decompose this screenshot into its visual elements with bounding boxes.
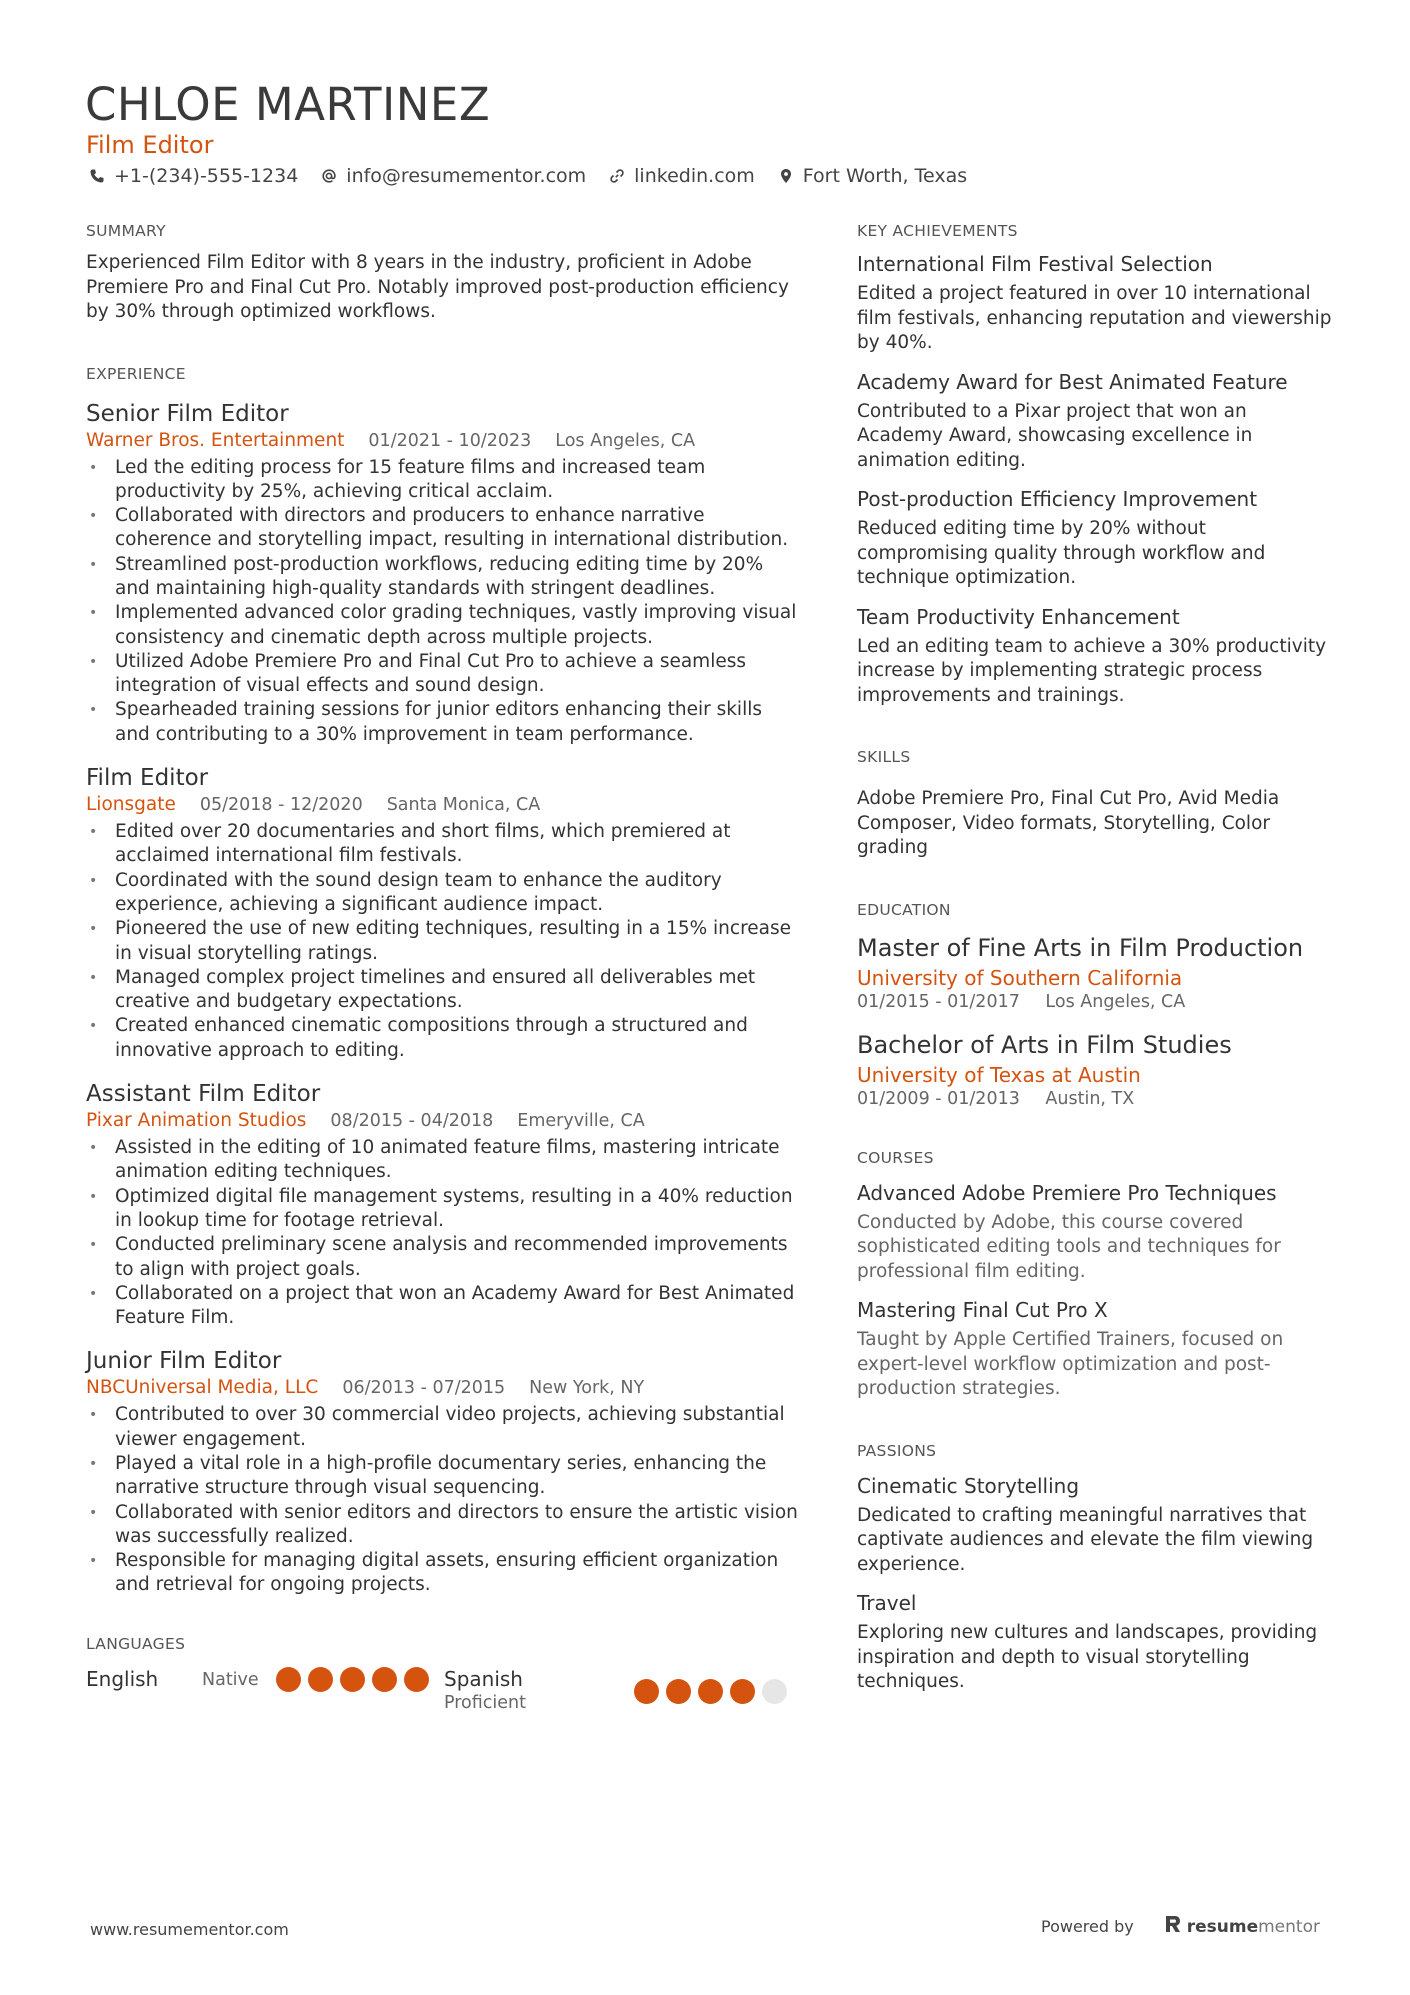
course-title: Advanced Adobe Premiere Pro Techniques bbox=[857, 1180, 1277, 1205]
candidate-name: CHLOE MARTINEZ bbox=[85, 78, 491, 131]
rating-dot-filled bbox=[666, 1679, 691, 1704]
achievement-desc: Edited a project featured in over 10 international film festivals, enhancing reputation and viewership by 40%. bbox=[857, 283, 1332, 353]
passion-item bbox=[857, 1473, 1337, 1578]
job-title: Senior Film Editor bbox=[86, 400, 289, 427]
education-location: Los Angeles, CA bbox=[1045, 991, 1186, 1012]
achievement-desc: Contributed to a Pixar project that won an Academy Award, showcasing excellence in animation editing. bbox=[857, 400, 1253, 471]
contact-location bbox=[775, 165, 967, 187]
rating-dot-filled bbox=[372, 1667, 397, 1692]
achievements-heading: KEY ACHIEVEMENTS bbox=[857, 222, 1018, 240]
language-level-wrap bbox=[202, 1667, 276, 1690]
course-item bbox=[857, 1180, 1337, 1285]
rating-dot-filled bbox=[634, 1679, 659, 1704]
job-title: Film Editor bbox=[86, 765, 209, 792]
job-bullets bbox=[86, 1136, 802, 1330]
job-dates: 05/2018 - 12/2020 bbox=[199, 795, 363, 816]
passion-desc: Dedicated to crafting meaningful narratives that captivate audiences and elevate the film viewing experience. bbox=[857, 1504, 1314, 1575]
job-entry bbox=[86, 1080, 802, 1330]
language-level: Native bbox=[202, 1669, 259, 1690]
job-entry bbox=[86, 400, 802, 748]
job-dates: 01/2021 - 10/2023 bbox=[368, 430, 532, 451]
job-company: NBCUniversal Media, LLC bbox=[86, 1377, 319, 1399]
job-bullets bbox=[86, 456, 802, 748]
location-icon bbox=[775, 165, 797, 187]
list-item: • Played a vital role in a high-profile documentary series, enhancing the narrative structure through visual sequencing. bbox=[86, 1452, 802, 1501]
contact-email-text: info@resumementor.com bbox=[346, 165, 587, 187]
passion-title: Travel bbox=[857, 1591, 917, 1615]
list-item: • Assisted in the editing of 10 animated feature films, mastering intricate animation editing techniques. bbox=[86, 1136, 802, 1185]
list-item: • Coordinated with the sound design team to enhance the auditory experience, achieving a significant audience impact. bbox=[86, 869, 802, 918]
language-item bbox=[86, 1667, 444, 1713]
education-degree: Master of Fine Arts in Film Production bbox=[857, 933, 1304, 962]
courses-heading: COURSES bbox=[857, 1148, 934, 1167]
education-school: University of Texas at Austin bbox=[857, 1062, 1141, 1087]
list-item: • Contributed to over 30 commercial video projects, achieving substantial viewer engagement. bbox=[86, 1403, 802, 1452]
job-bullets bbox=[86, 1403, 802, 1597]
rating-dot-filled bbox=[730, 1679, 755, 1704]
course-desc: Conducted by Adobe, this course covered sophisticated editing tools and techniques for professional film editing. bbox=[857, 1211, 1281, 1282]
job-meta bbox=[86, 430, 802, 451]
job-title: Junior Film Editor bbox=[86, 1348, 282, 1375]
list-item: • Created enhanced cinematic compositions through a structured and innovative approach to editing. bbox=[86, 1014, 802, 1063]
passions-heading: PASSIONS bbox=[857, 1441, 937, 1460]
brand-name-light: mentor bbox=[1258, 1916, 1320, 1937]
achievement-title: Academy Award for Best Animated Feature bbox=[857, 369, 1288, 394]
job-entry bbox=[86, 764, 802, 1063]
education-item bbox=[857, 1030, 1337, 1109]
language-rating bbox=[276, 1667, 436, 1692]
brand-name-bold: resume bbox=[1186, 1916, 1259, 1937]
list-item: • Edited over 20 documentaries and short films, which premiered at acclaimed international film festivals. bbox=[86, 820, 802, 869]
course-desc: Taught by Apple Certified Trainers, focused on expert-level workflow optimization and post-production strategies. bbox=[857, 1329, 1284, 1399]
list-item: • Pioneered the use of new editing techniques, resulting in a 15% increase in visual storytelling ratings. bbox=[86, 917, 802, 966]
education-degree: Bachelor of Arts in Film Studies bbox=[857, 1030, 1232, 1059]
rating-dot-filled bbox=[276, 1667, 301, 1692]
list-item: • Collaborated with senior editors and directors to ensure the artistic vision was successfully realized. bbox=[86, 1501, 802, 1550]
passion-item bbox=[857, 1590, 1337, 1695]
powered-by-label: Powered by bbox=[1041, 1917, 1134, 1936]
job-company: Lionsgate bbox=[86, 794, 176, 816]
language-item bbox=[444, 1667, 802, 1713]
education-meta bbox=[857, 1089, 1337, 1109]
summary-heading: SUMMARY bbox=[86, 222, 166, 240]
job-location: Los Angeles, CA bbox=[555, 430, 696, 451]
job-dates: 08/2015 - 04/2018 bbox=[330, 1111, 494, 1132]
education-school: University of Southern California bbox=[857, 965, 1183, 990]
left-column bbox=[86, 222, 802, 1713]
course-item bbox=[857, 1297, 1337, 1402]
contact-phone-text: +1-(234)-555-1234 bbox=[114, 165, 299, 187]
languages-heading: LANGUAGES bbox=[86, 1634, 186, 1653]
rating-dot-filled bbox=[404, 1667, 429, 1692]
list-item: • Spearheaded training sessions for junior editors enhancing their skills and contributing to a 30% improvement in team performance. bbox=[86, 698, 802, 747]
list-item: • Collaborated on a project that won an Academy Award for Best Animated Feature Film. bbox=[86, 1282, 802, 1331]
language-name: English bbox=[86, 1666, 159, 1691]
job-location: Emeryville, CA bbox=[517, 1111, 645, 1132]
passion-desc: Exploring new cultures and landscapes, providing inspiration and depth to visual storytelling techniques. bbox=[857, 1622, 1318, 1692]
contact-phone bbox=[86, 165, 298, 187]
job-company: Pixar Animation Studios bbox=[86, 1110, 307, 1132]
rating-dot-filled bbox=[308, 1667, 333, 1692]
experience-heading: EXPERIENCE bbox=[86, 364, 186, 383]
rating-dot-filled bbox=[698, 1679, 723, 1704]
education-dates: 01/2009 - 01/2013 bbox=[857, 1088, 1020, 1109]
contact-email[interactable] bbox=[318, 165, 586, 187]
contact-linkedin[interactable] bbox=[606, 165, 755, 187]
list-item: • Managed complex project timelines and ensured all deliverables met creative and budgetary expectations. bbox=[86, 966, 802, 1015]
job-dates: 06/2013 - 07/2015 bbox=[342, 1378, 506, 1399]
language-name-wrap bbox=[86, 1667, 202, 1691]
footer-website[interactable]: www.resumementor.com bbox=[90, 1920, 289, 1939]
contact-location-text: Fort Worth, Texas bbox=[802, 165, 968, 187]
list-item: • Optimized digital file management systems, resulting in a 40% reduction in lookup time for footage retrieval. bbox=[86, 1185, 802, 1234]
achievement-item bbox=[857, 604, 1337, 709]
skills-text: Adobe Premiere Pro, Final Cut Pro, Avid Media Composer, Video formats, Storytelling, Color grading bbox=[857, 788, 1280, 858]
job-location: Santa Monica, CA bbox=[386, 795, 541, 816]
language-name: Spanish bbox=[444, 1666, 523, 1691]
list-item: • Conducted preliminary scene analysis and recommended improvements to align with project goals. bbox=[86, 1233, 802, 1282]
right-column bbox=[857, 222, 1337, 1695]
achievement-item bbox=[857, 251, 1337, 356]
achievement-item bbox=[857, 369, 1337, 474]
language-level: Proficient bbox=[444, 1692, 526, 1713]
link-icon bbox=[606, 165, 628, 187]
education-item bbox=[857, 933, 1337, 1012]
skills-heading: SKILLS bbox=[857, 748, 911, 766]
passion-title: Cinematic Storytelling bbox=[857, 1473, 1080, 1498]
contact-bar bbox=[86, 165, 987, 187]
rating-dot-filled bbox=[340, 1667, 365, 1692]
education-meta bbox=[857, 992, 1337, 1012]
summary-text: Experienced Film Editor with 8 years in the industry, proficient in Adobe Premiere Pro and Final Cut Pro. Notably improved post-production efficiency by 30% through optimized workflows. bbox=[86, 252, 789, 322]
footer-powered bbox=[1041, 1914, 1320, 1939]
course-title: Mastering Final Cut Pro X bbox=[857, 1298, 1108, 1322]
list-item: • Led the editing process for 15 feature films and increased team productivity by 25%, achieving critical acclaim. bbox=[86, 456, 802, 505]
list-item: • Implemented advanced color grading techniques, vastly improving visual consistency and cinematic depth across multiple projects. bbox=[86, 601, 802, 650]
language-name-wrap bbox=[444, 1667, 634, 1713]
job-company: Warner Bros. Entertainment bbox=[86, 429, 345, 451]
job-title: Assistant Film Editor bbox=[86, 1081, 321, 1108]
job-entry bbox=[86, 1347, 802, 1597]
phone-icon bbox=[86, 165, 108, 187]
rating-dot-empty bbox=[762, 1679, 787, 1704]
list-item: • Utilized Adobe Premiere Pro and Final Cut Pro to achieve a seamless integration of visual effects and sound design. bbox=[86, 650, 802, 699]
job-bullets bbox=[86, 820, 802, 1063]
education-location: Austin, TX bbox=[1045, 1088, 1135, 1109]
achievement-item bbox=[857, 486, 1337, 591]
achievement-title: Team Productivity Enhancement bbox=[857, 604, 1180, 629]
language-rating bbox=[634, 1679, 794, 1704]
brand-logo[interactable] bbox=[1164, 1914, 1320, 1939]
candidate-role: Film Editor bbox=[86, 131, 214, 159]
job-meta bbox=[86, 1377, 802, 1398]
achievement-desc: Reduced editing time by 20% without compromising quality through workflow and technique optimization. bbox=[857, 518, 1266, 588]
job-location: New York, NY bbox=[529, 1378, 645, 1399]
achievement-desc: Led an editing team to achieve a 30% productivity increase by implementing strategic process improvements and trainings. bbox=[857, 635, 1327, 706]
at-icon bbox=[318, 165, 340, 187]
contact-linkedin-text: linkedin.com bbox=[634, 165, 755, 187]
achievement-title: International Film Festival Selection bbox=[857, 252, 1213, 276]
education-heading: EDUCATION bbox=[857, 900, 951, 919]
list-item: • Streamlined post-production workflows, reducing editing time by 20% and maintaining high-quality standards with stringent deadlines. bbox=[86, 553, 802, 602]
languages-list bbox=[86, 1667, 802, 1713]
job-meta bbox=[86, 794, 802, 815]
education-dates: 01/2015 - 01/2017 bbox=[857, 991, 1020, 1012]
list-item: • Responsible for managing digital assets, ensuring efficient organization and retrieval for ongoing projects. bbox=[86, 1549, 802, 1598]
brand-mark-icon bbox=[1164, 1914, 1187, 1939]
list-item: • Collaborated with directors and producers to enhance narrative coherence and storytelling impact, resulting in international distribution. bbox=[86, 504, 802, 553]
achievement-title: Post-production Efficiency Improvement bbox=[857, 487, 1258, 511]
job-meta bbox=[86, 1110, 802, 1131]
